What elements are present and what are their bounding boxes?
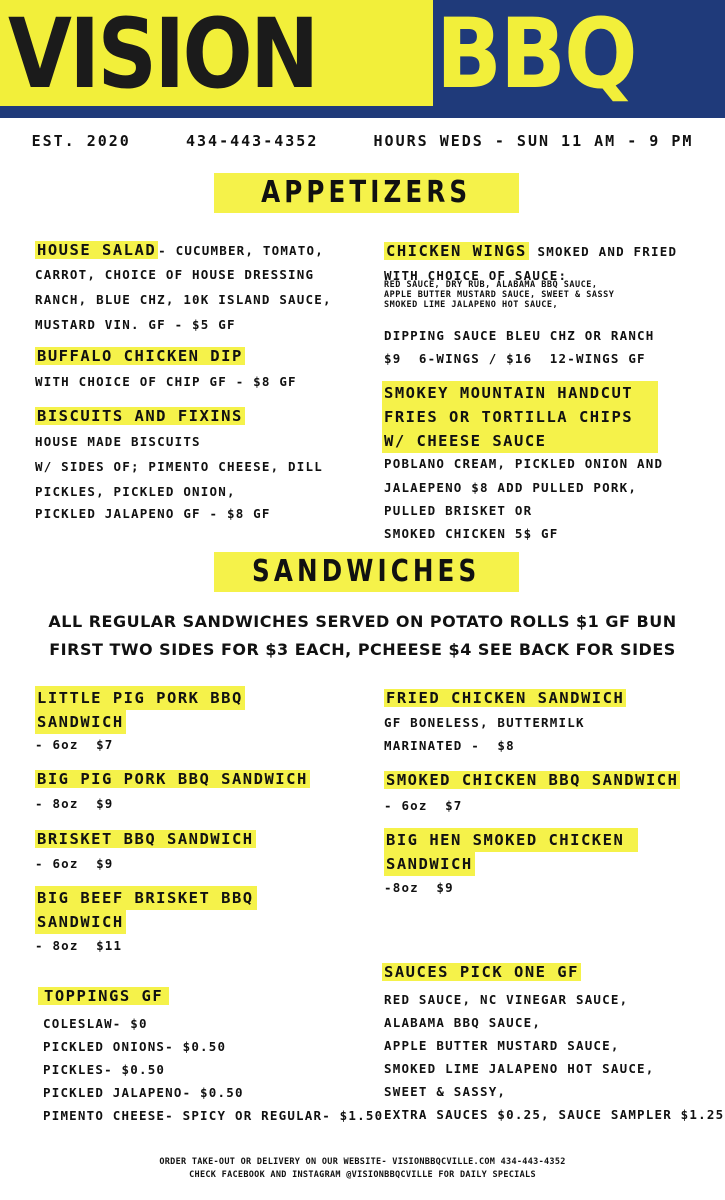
sauce-item: SWEET & SASSY, [384, 1084, 507, 1099]
sandwich-notice: ALL REGULAR SANDWICHES SERVED ON POTATO ROLLS $1 GF BUN [48, 612, 677, 631]
house-salad-line: MUSTARD VIN. GF - $5 GF [35, 317, 236, 332]
sauce-item: EXTRA SAUCES $0.25, SAUCE SAMPLER $1.25 [384, 1107, 725, 1122]
brisket-price: - 6oz $9 [35, 856, 114, 871]
topping-item: PICKLES- $0.50 [43, 1062, 166, 1077]
big-pig-title: BIG PIG PORK BBQ SANDWICH [37, 770, 308, 788]
chicken-wings-title: CHICKEN WINGS SMOKED AND FRIED [386, 242, 678, 260]
sauce-item: RED SAUCE, NC VINEGAR SAUCE, [384, 992, 629, 1007]
big-hen-title: BIG HEN SMOKED CHICKEN SANDWICH [384, 828, 638, 876]
buffalo-dip-desc: WITH CHOICE OF CHIP GF - $8 GF [35, 374, 297, 389]
house-salad-line: RANCH, BLUE CHZ, 10K ISLAND SAUCE, [35, 292, 332, 307]
fried-chicken-line: MARINATED - $8 [384, 738, 515, 753]
smoked-chicken-title: SMOKED CHICKEN BBQ SANDWICH [386, 771, 679, 789]
sauce-item: ALABAMA BBQ SAUCE, [384, 1015, 542, 1030]
est-year: EST. 2020 [31, 132, 131, 150]
sandwiches-heading: SANDWICHES [214, 552, 519, 592]
fries-line: JALAEPENO $8 ADD PULLED PORK, [384, 480, 638, 495]
sauces-title: SAUCES PICK ONE GF [384, 963, 579, 981]
fries-title: SMOKEY MOUNTAIN HANDCUT FRIES OR TORTILLA CHIPS W/ CHEESE SAUCE [382, 381, 658, 453]
chicken-wings-sauces: APPLE BUTTER MUSTARD SAUCE, SWEET & SASSY [384, 290, 615, 300]
house-salad-line: CARROT, CHOICE OF HOUSE DRESSING [35, 267, 315, 282]
fried-chicken-title: FRIED CHICKEN SANDWICH [386, 689, 625, 707]
logo-bbq-text: BBQ [436, 0, 636, 110]
fries-line: SMOKED CHICKEN 5$ GF [384, 526, 559, 541]
biscuits-line: W/ SIDES OF; PIMENTO CHEESE, DILL [35, 459, 323, 474]
biscuits-line: PICKLES, PICKLED ONION, [35, 484, 236, 499]
big-beef-title: BIG BEEF BRISKET BBQ SANDWICH [35, 886, 257, 934]
phone-number: 434-443-4352 [186, 132, 319, 150]
chicken-wings-price: $9 6-WINGS / $16 12-WINGS GF [384, 351, 646, 366]
big-hen-price: -8oz $9 [384, 880, 454, 895]
house-salad-title: HOUSE SALAD - CUCUMBER, TOMATO, [37, 241, 324, 259]
sauce-item: APPLE BUTTER MUSTARD SAUCE, [384, 1038, 620, 1053]
topping-item: PICKLED JALAPENO- $0.50 [43, 1085, 244, 1100]
chicken-wings-line: DIPPING SAUCE BLEU CHZ OR RANCH [384, 328, 655, 343]
logo-vision-text: VISION [8, 0, 317, 110]
topping-item: COLESLAW- $0 [43, 1016, 148, 1031]
sandwich-notice: FIRST TWO SIDES FOR $3 EACH, PCHEESE $4 SEE BACK FOR SIDES [49, 640, 676, 659]
topping-item: PIMENTO CHEESE- SPICY OR REGULAR- $1.50 [43, 1108, 384, 1123]
appetizers-heading: APPETIZERS [214, 173, 519, 213]
hours: HOURS WEDS - SUN 11 AM - 9 PM [373, 132, 694, 150]
logo-vision-box [0, 0, 433, 110]
toppings-title: TOPPINGS GF [38, 984, 169, 1008]
little-pig-price: - 6oz $7 [35, 737, 114, 752]
fries-line: POBLANO CREAM, PICKLED ONION AND [384, 456, 664, 471]
smoked-chicken-price: - 6oz $7 [384, 798, 463, 813]
fries-line: PULLED BRISKET OR [384, 503, 533, 518]
biscuits-line: HOUSE MADE BISCUITS [35, 434, 201, 449]
logo-header [0, 0, 725, 118]
biscuits-title: BISCUITS AND FIXINS [37, 407, 243, 425]
big-beef-price: - 8oz $11 [35, 938, 123, 953]
topping-item: PICKLED ONIONS- $0.50 [43, 1039, 227, 1054]
info-line [0, 132, 725, 150]
buffalo-dip-title: BUFFALO CHICKEN DIP [37, 347, 243, 365]
chicken-wings-sauces: SMOKED LIME JALAPENO HOT SAUCE, [384, 300, 559, 310]
big-pig-price: - 8oz $9 [35, 796, 114, 811]
biscuits-line: PICKLED JALAPENO GF - $8 GF [35, 506, 271, 521]
little-pig-title: LITTLE PIG PORK BBQ SANDWICH [35, 686, 245, 734]
footer-order-line: ORDER TAKE-OUT OR DELIVERY ON OUR WEBSITE- VISIONBBQCVILLE.COM 434-443-4352 [159, 1157, 566, 1167]
fried-chicken-line: GF BONELESS, BUTTERMILK [384, 715, 585, 730]
sauce-item: SMOKED LIME JALAPENO HOT SAUCE, [384, 1061, 655, 1076]
chicken-wings-sauces: RED SAUCE, DRY RUB, ALABAMA BBQ SAUCE, [384, 280, 598, 290]
footer-social-line: CHECK FACEBOOK AND INSTAGRAM @VISIONBBQCVILLE FOR DAILY SPECIALS [189, 1170, 536, 1180]
chicken-wings-line: WITH CHOICE OF SAUCE: [384, 268, 568, 283]
brisket-title: BRISKET BBQ SANDWICH [37, 830, 254, 848]
